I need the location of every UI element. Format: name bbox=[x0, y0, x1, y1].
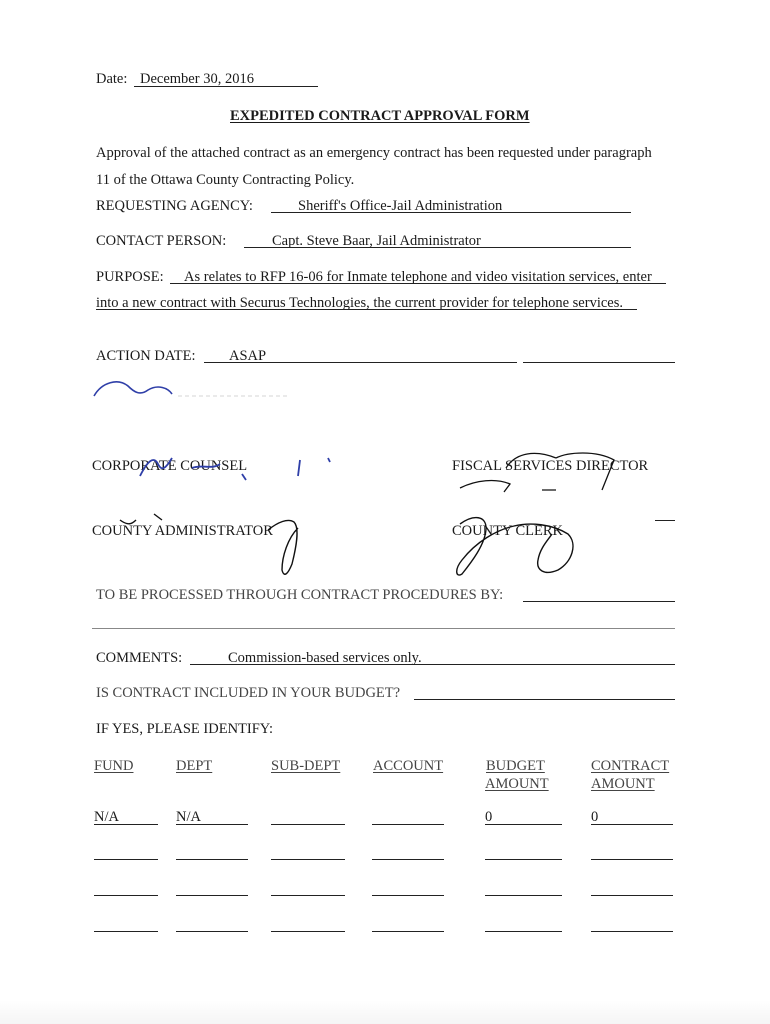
date-underline bbox=[134, 86, 318, 87]
fiscal-services-director-label: FISCAL SERVICES DIRECTOR bbox=[452, 458, 649, 474]
budget-question-label: IS CONTRACT INCLUDED IN YOUR BUDGET? bbox=[96, 685, 401, 701]
row1-budget-amount-line bbox=[485, 824, 562, 825]
processing-underline-2 bbox=[92, 628, 675, 629]
processing-label: TO BE PROCESSED THROUGH CONTRACT PROCEDURES BY: bbox=[96, 587, 504, 603]
col-subdept-header: SUB-DEPT bbox=[271, 758, 341, 774]
col-contract-amount-header-2: AMOUNT bbox=[591, 776, 655, 792]
comments-label: COMMENTS: bbox=[96, 650, 183, 666]
row2-subdept-line bbox=[271, 859, 345, 860]
contact-person-label: CONTACT PERSON: bbox=[96, 233, 227, 249]
contact-person-underline bbox=[244, 247, 631, 248]
row4-subdept-line bbox=[271, 931, 345, 932]
row1-dept-line bbox=[176, 824, 248, 825]
purpose-underline-1 bbox=[170, 283, 666, 284]
row3-contract-amount-line bbox=[591, 895, 673, 896]
county-administrator-label: COUNTY ADMINISTRATOR bbox=[92, 523, 273, 539]
row3-fund-line bbox=[94, 895, 158, 896]
action-date-label: ACTION DATE: bbox=[96, 348, 196, 364]
date-label: Date: bbox=[96, 71, 128, 87]
row1-contract-amount-line bbox=[591, 824, 673, 825]
row2-budget-amount-line bbox=[485, 859, 562, 860]
action-date-underline-2 bbox=[523, 362, 675, 363]
row4-budget-amount-line bbox=[485, 931, 562, 932]
comments-value: Commission-based services only. bbox=[228, 650, 422, 666]
row1-fund-value: N/A bbox=[94, 809, 119, 825]
col-budget-amount-header-1: BUDGET bbox=[486, 758, 545, 774]
purpose-line-2: into a new contract with Securus Technologies, the current provider for telephone services. bbox=[96, 295, 623, 311]
row2-fund-line bbox=[94, 859, 158, 860]
row3-budget-amount-line bbox=[485, 895, 562, 896]
col-account-header: ACCOUNT bbox=[373, 758, 444, 774]
row1-dept-value: N/A bbox=[176, 809, 201, 825]
budget-identify-label: IF YES, PLEASE IDENTIFY: bbox=[96, 721, 273, 737]
corporate-counsel-label: CORPORATE COUNSEL bbox=[92, 458, 248, 474]
county-clerk-label: COUNTY CLERK bbox=[452, 523, 564, 539]
row1-fund-line bbox=[94, 824, 158, 825]
col-dept-header: DEPT bbox=[176, 758, 213, 774]
row4-dept-line bbox=[176, 931, 248, 932]
date-value: December 30, 2016 bbox=[140, 71, 254, 87]
requesting-agency-value: Sheriff's Office-Jail Administration bbox=[298, 198, 503, 214]
faded-initials-scribble bbox=[88, 376, 308, 406]
county-administrator-signature bbox=[92, 508, 332, 588]
purpose-label: PURPOSE: bbox=[96, 269, 164, 285]
row4-contract-amount-line bbox=[591, 931, 673, 932]
contact-person-value: Capt. Steve Baar, Jail Administrator bbox=[272, 233, 481, 249]
row1-contract-amount-value: 0 bbox=[591, 809, 599, 825]
county-clerk-signature bbox=[440, 504, 600, 584]
col-contract-amount-header-1: CONTRACT bbox=[591, 758, 670, 774]
col-budget-amount-header-2: AMOUNT bbox=[485, 776, 549, 792]
row2-dept-line bbox=[176, 859, 248, 860]
county-clerk-tick-line bbox=[655, 520, 675, 521]
budget-question-underline bbox=[414, 699, 675, 700]
row4-fund-line bbox=[94, 931, 158, 932]
comments-underline bbox=[190, 664, 675, 665]
row2-account-line bbox=[372, 859, 444, 860]
row3-subdept-line bbox=[271, 895, 345, 896]
col-fund-header: FUND bbox=[94, 758, 134, 774]
action-date-underline-1 bbox=[204, 362, 517, 363]
row2-contract-amount-line bbox=[591, 859, 673, 860]
row1-subdept-line bbox=[271, 824, 345, 825]
row1-account-line bbox=[372, 824, 444, 825]
requesting-agency-underline bbox=[271, 212, 631, 213]
row4-account-line bbox=[372, 931, 444, 932]
purpose-underline-2 bbox=[96, 309, 637, 310]
intro-line-1: Approval of the attached contract as an emergency contract has been requested under paragraph bbox=[96, 145, 652, 161]
action-date-value: ASAP bbox=[229, 348, 267, 364]
scan-bottom-edge bbox=[0, 1000, 770, 1024]
form-title: EXPEDITED CONTRACT APPROVAL FORM bbox=[230, 108, 530, 124]
intro-line-2: 11 of the Ottawa County Contracting Policy. bbox=[96, 172, 355, 188]
row3-account-line bbox=[372, 895, 444, 896]
row1-budget-amount-value: 0 bbox=[485, 809, 493, 825]
purpose-line-1: As relates to RFP 16-06 for Inmate telephone and video visitation services, enter bbox=[184, 269, 652, 285]
requesting-agency-label: REQUESTING AGENCY: bbox=[96, 198, 253, 214]
row3-dept-line bbox=[176, 895, 248, 896]
processing-underline-1 bbox=[523, 601, 675, 602]
